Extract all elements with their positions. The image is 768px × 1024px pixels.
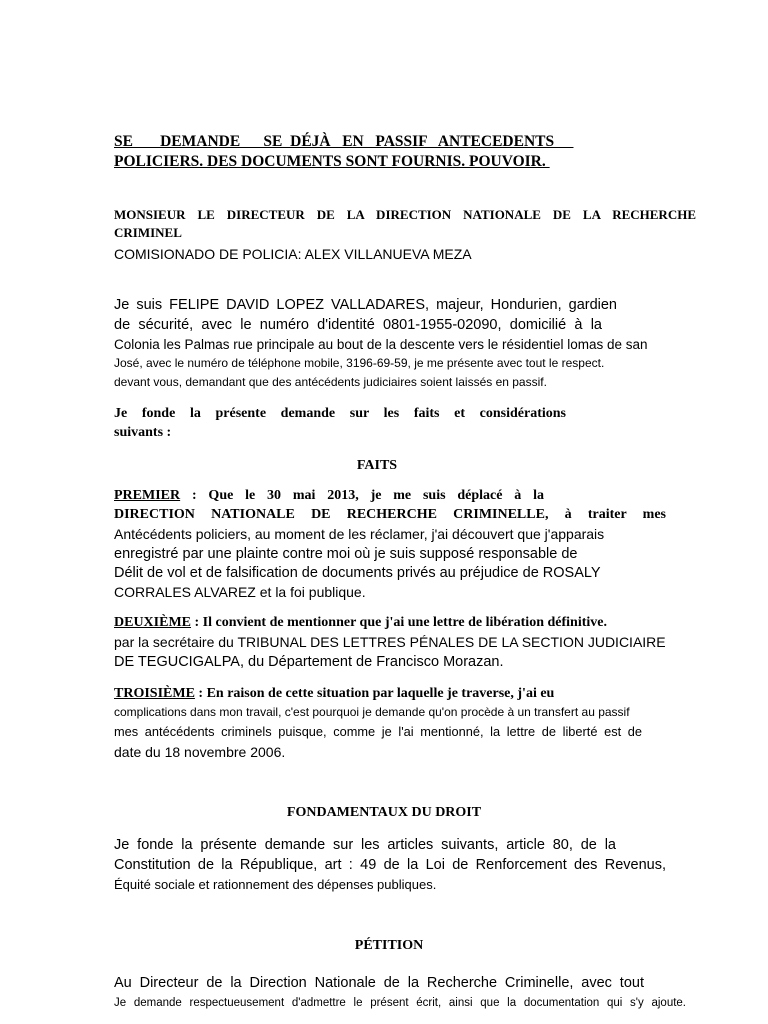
premier-line-1-text: : Que le 30 mai 2013, je me suis déplacé à la: [180, 488, 544, 503]
deuxieme-label: DEUXIÈME: [114, 615, 192, 630]
petition-line-1: Au Directeur de la Direction Nationale de la Recherche Criminelle, avec tout: [114, 975, 644, 991]
deuxieme-line-2: par la secrétaire du TRIBUNAL DES LETTRES PÉNALES DE LA SECTION JUDICIAIRE: [114, 634, 666, 650]
premier-line-5: Délit de vol et de falsification de documents privés au préjudice de ROSALY: [114, 565, 601, 581]
intro-line-2: de sécurité, avec le numéro d'identité 0801-1955-02090, domicilié à la: [114, 317, 602, 333]
basis-line-1: Je fonde la présente demande sur les faits et considérations: [114, 406, 566, 421]
title-line-2: POLICIERS. DES DOCUMENTS SONT FOURNIS. POUVOIR.: [114, 153, 550, 170]
troisieme-line-1: [114, 684, 696, 703]
intro-paragraph: [114, 295, 696, 391]
droit-line-3: Équité sociale et rationnement des dépenses publiques.: [114, 877, 437, 892]
droit-line-2: Constitution de la République, art : 49 de la Loi de Renforcement des Revenus,: [114, 857, 666, 873]
premier-label: PREMIER: [114, 488, 181, 503]
troisieme-line-1-text: : En raison de cette situation par laquelle je traverse, j'ai eu: [194, 686, 555, 701]
addressee-line-2: CRIMINEL: [114, 225, 182, 240]
premier-line-2-rest: à traiter mes: [548, 507, 666, 522]
intro-line-3: Colonia les Palmas rue principale au bout de la descente vers le résidentiel lomas de san: [114, 337, 648, 352]
premier-line-6: CORRALES ALVAREZ et la foi publique.: [114, 584, 366, 600]
deuxieme-line-3: DE TEGUCIGALPA, du Département de Francisco Morazan.: [114, 654, 504, 670]
deuxieme-line-1: [114, 613, 696, 632]
petition-heading: PÉTITION: [354, 938, 424, 953]
title-line-1: SE DEMANDE SE DÉJÀ EN PASSIF ANTECEDENTS: [114, 133, 574, 150]
premier-line-1: [114, 486, 544, 505]
troisieme-line-2: complications dans mon travail, c'est pourquoi je demande qu'on procède à un transfert au passif: [114, 705, 630, 719]
premier-line-4: enregistré par une plainte contre moi où je suis supposé responsable de: [114, 546, 578, 562]
droit-line-1: Je fonde la présente demande sur les articles suivants, article 80, de la: [114, 837, 616, 853]
intro-line-5: devant vous, demandant que des antécédents judiciaires soient laissés en passif.: [114, 375, 547, 389]
droit-heading: FONDAMENTAUX DU DROIT: [286, 805, 482, 820]
premier-line-2: [114, 505, 666, 525]
premier-line-3: Antécédents policiers, au moment de les réclamer, j'ai découvert que j'apparais: [114, 526, 605, 542]
petition-line-2: Je demande respectueusement d'admettre le présent écrit, ainsi que la documentation qui s'y ajoute.: [114, 997, 686, 1009]
droit-paragraph: [114, 835, 696, 894]
premier-line-2-text: DIRECTION NATIONALE DE RECHERCHE CRIMINELLE,: [114, 507, 549, 522]
troisieme-paragraph: [114, 684, 696, 763]
addressee-line-3: COMISIONADO DE POLICIA: ALEX VILLANUEVA MEZA: [114, 246, 472, 262]
premier-paragraph: [114, 486, 666, 602]
troisieme-line-4: date du 18 novembre 2006.: [114, 744, 286, 760]
troisieme-line-3: mes antécédents criminels puisque, comme je l'ai mentionné, la lettre de liberté est de: [114, 724, 642, 739]
deuxieme-paragraph: [114, 613, 696, 673]
basis-paragraph: [114, 404, 566, 442]
faits-heading: FAITS: [356, 458, 398, 473]
petition-paragraph: [114, 973, 696, 1012]
intro-line-1: Je suis FELIPE DAVID LOPEZ VALLADARES, majeur, Hondurien, gardien: [114, 297, 617, 313]
document-title: [114, 132, 662, 172]
addressee-line-1: MONSIEUR LE DIRECTEUR DE LA DIRECTION NATIONALE DE LA RECHERCHE: [114, 207, 696, 222]
deuxieme-line-1-text: : Il convient de mentionner que j'ai une lettre de libération définitive.: [191, 615, 607, 630]
basis-line-2: suivants :: [114, 425, 172, 440]
intro-line-4: José, avec le numéro de téléphone mobile, 3196-69-59, je me présente avec tout le respect.: [114, 356, 605, 370]
troisieme-label: TROISIÈME: [114, 686, 195, 701]
